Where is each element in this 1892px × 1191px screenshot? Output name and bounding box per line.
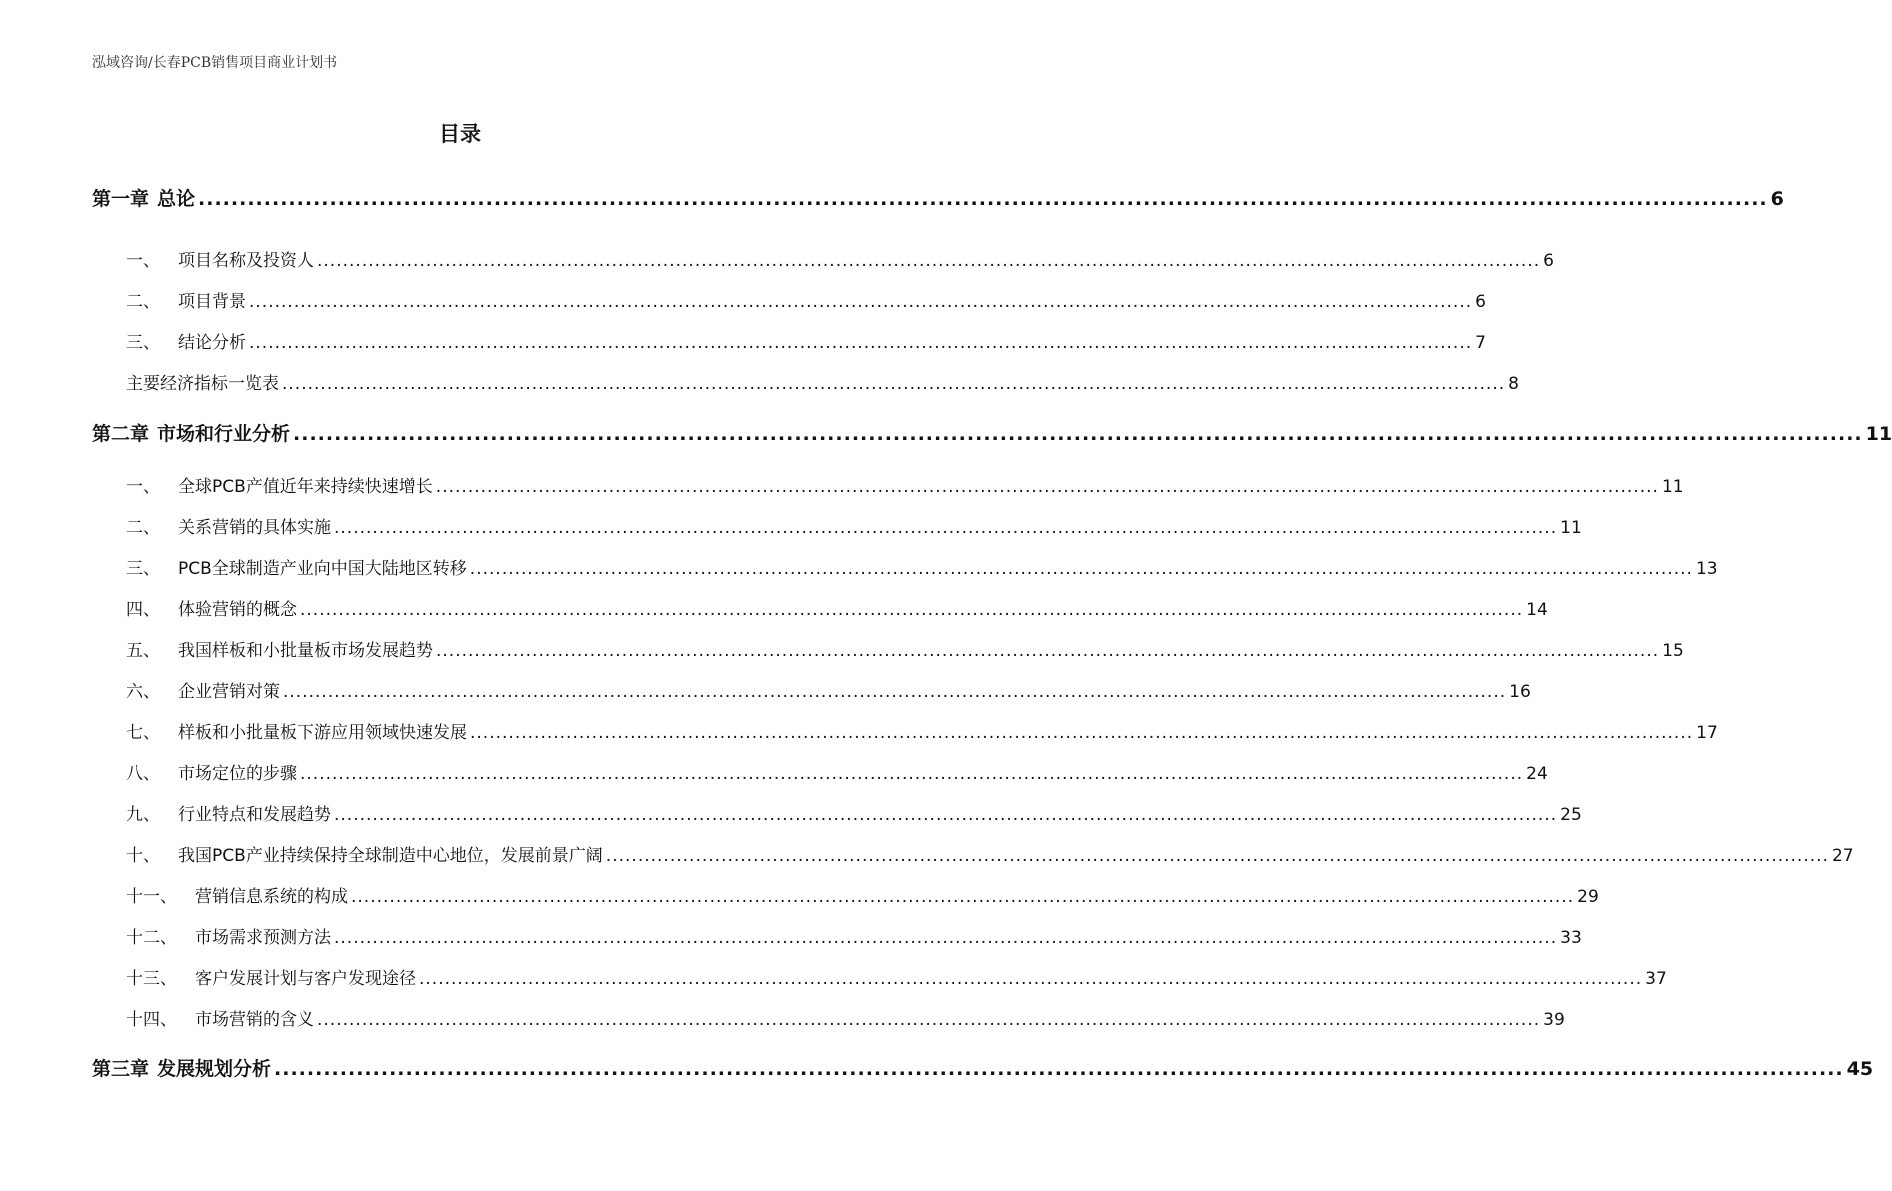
- toc-entry-number: 十二、: [126, 928, 177, 948]
- toc-entry-page: 39: [1543, 1010, 1565, 1030]
- toc-entry-page: 29: [1577, 887, 1599, 907]
- toc-entry-number: 十一、: [126, 887, 177, 907]
- toc-entry-section[interactable]: [0, 882, 1599, 907]
- toc-dot-leader: ...............................................................................................................................................................................................: [317, 251, 1541, 271]
- toc-entry-page: 6: [1475, 292, 1486, 312]
- toc-entry-title: 项目背景: [178, 292, 246, 312]
- toc-dot-leader: ...............................................................................................................................................................................................: [419, 969, 1643, 989]
- toc-dot-leader: ...............................................................................................................................................................................................: [334, 518, 1558, 538]
- toc-entry-page: 6: [1770, 188, 1784, 210]
- toc-entry-section[interactable]: [0, 554, 1718, 579]
- toc-entry-title: 行业特点和发展趋势: [178, 805, 331, 825]
- toc-entry-title: 全球PCB产值近年来持续快速增长: [178, 477, 433, 497]
- toc-entry-title: 体验营销的概念: [178, 600, 297, 620]
- toc-entry-section[interactable]: [0, 800, 1582, 825]
- toc-title: 目录: [439, 122, 481, 146]
- toc-entry-number: 九、: [126, 805, 160, 825]
- toc-entry-page: 27: [1831, 846, 1854, 866]
- header-divider: [92, 80, 828, 81]
- toc-entry-number: 十、: [126, 846, 160, 866]
- toc-entry-title: 我国样板和小批量板市场发展趋势: [178, 641, 433, 661]
- toc-dot-leader: ...............................................................................................................................................................................................: [317, 1010, 1541, 1030]
- toc-entry-page: 24: [1526, 764, 1548, 784]
- running-header: 泓域咨询/长春PCB销售项目商业计划书: [92, 55, 338, 71]
- toc-entry-title: 结论分析: [178, 333, 246, 353]
- toc-entry-title: PCB全球制造产业向中国大陆地区转移: [178, 559, 467, 579]
- toc-entry-section[interactable]: [0, 328, 1486, 353]
- toc-entry-section[interactable]: [0, 636, 1684, 661]
- toc-entry-number: 一、: [126, 477, 160, 497]
- toc-entry-page: 6: [1543, 251, 1554, 271]
- toc-dot-leader: ...............................................................................................................................................................................................: [436, 641, 1660, 661]
- toc-entry-number: 十四、: [126, 1010, 177, 1030]
- toc-dot-leader: ...............................................................................................................................................................................................: [274, 1058, 1844, 1080]
- toc-entry-page: 37: [1645, 969, 1667, 989]
- toc-entry-number: 二、: [126, 292, 160, 312]
- toc-entry-section[interactable]: [0, 964, 1667, 989]
- toc-entry-title: 客户发展计划与客户发现途径: [195, 969, 416, 989]
- toc-entry-number: 五、: [126, 641, 160, 661]
- toc-entry-section[interactable]: [0, 472, 1684, 497]
- toc-entry-page: 11: [1661, 477, 1684, 497]
- toc-entry-number: 第一章: [92, 188, 150, 210]
- toc-entry-number: 八、: [126, 764, 160, 784]
- toc-dot-leader: ...............................................................................................................................................................................................: [293, 423, 1863, 445]
- toc-entry-title: 市场定位的步骤: [178, 764, 297, 784]
- toc-entry-page: 15: [1662, 641, 1684, 661]
- toc-entry-number: 三、: [126, 333, 160, 353]
- toc-dot-leader: ...............................................................................................................................................................................................: [334, 805, 1558, 825]
- toc-entry-number: 第二章: [92, 423, 150, 445]
- toc-entry-number: 十三、: [126, 969, 177, 989]
- toc-dot-leader: ...............................................................................................................................................................................................: [198, 188, 1768, 210]
- toc-entry-page: 11: [1865, 423, 1892, 445]
- toc-dot-leader: ...............................................................................................................................................................................................: [300, 600, 1524, 620]
- toc-entry-number: 四、: [126, 600, 160, 620]
- toc-entry-page: 8: [1508, 374, 1519, 394]
- toc-entry-title: 市场和行业分析: [157, 423, 291, 445]
- toc-entry-section[interactable]: [0, 369, 1519, 394]
- toc-entry-page: 16: [1509, 682, 1531, 702]
- toc-dot-leader: ...............................................................................................................................................................................................: [334, 928, 1558, 948]
- toc-dot-leader: ...............................................................................................................................................................................................: [470, 723, 1694, 743]
- toc-entry-title: 营销信息系统的构成: [195, 887, 348, 907]
- toc-dot-leader: ...............................................................................................................................................................................................: [605, 846, 1829, 866]
- toc-entry-section[interactable]: [0, 1005, 1565, 1030]
- toc-entry-title: 关系营销的具体实施: [178, 518, 331, 538]
- toc-entry-page: 25: [1560, 805, 1582, 825]
- toc-entry-section[interactable]: [0, 718, 1718, 743]
- toc-dot-leader: ...............................................................................................................................................................................................: [469, 559, 1693, 579]
- toc-dot-leader: ...............................................................................................................................................................................................: [282, 374, 1506, 394]
- toc-entry-number: 第三章: [92, 1058, 150, 1080]
- toc-entry-title: 市场营销的含义: [195, 1010, 314, 1030]
- toc-entry-page: 45: [1846, 1058, 1874, 1080]
- toc-entry-title: 企业营销对策: [178, 682, 280, 702]
- toc-entry-section[interactable]: [0, 246, 1554, 271]
- toc-entry-section[interactable]: [0, 287, 1486, 312]
- toc-entry-chapter-1[interactable]: [0, 184, 1784, 211]
- toc-entry-number: 三、: [126, 559, 160, 579]
- toc-entry-section[interactable]: [0, 513, 1582, 538]
- toc-entry-title: 总论: [157, 188, 196, 210]
- toc-entry-title: 主要经济指标一览表: [126, 374, 279, 394]
- toc-entry-title: 发展规划分析: [157, 1058, 272, 1080]
- toc-entry-page: 13: [1695, 559, 1718, 579]
- toc-entry-section[interactable]: [0, 923, 1582, 948]
- toc-dot-leader: ...............................................................................................................................................................................................: [283, 682, 1507, 702]
- toc-entry-number: 二、: [126, 518, 160, 538]
- toc-entry-chapter-2[interactable]: [0, 419, 1892, 446]
- toc-entry-number: 一、: [126, 251, 160, 271]
- toc-entry-title: 我国PCB产业持续保持全球制造中心地位，发展前景广阔: [178, 846, 603, 866]
- toc-entry-page: 7: [1475, 333, 1486, 353]
- toc-entry-number: 六、: [126, 682, 160, 702]
- toc-entry-page: 17: [1696, 723, 1718, 743]
- toc-entry-section[interactable]: [0, 677, 1531, 702]
- toc-dot-leader: ...............................................................................................................................................................................................: [435, 477, 1659, 497]
- toc-entry-section[interactable]: [0, 841, 1854, 866]
- toc-entry-title: 样板和小批量板下游应用领域快速发展: [178, 723, 467, 743]
- toc-dot-leader: ...............................................................................................................................................................................................: [351, 887, 1575, 907]
- toc-entry-chapter-3[interactable]: [0, 1054, 1874, 1081]
- toc-entry-section[interactable]: [0, 595, 1548, 620]
- toc-entry-page: 14: [1526, 600, 1548, 620]
- toc-entry-number: 七、: [126, 723, 160, 743]
- toc-entry-title: 项目名称及投资人: [178, 251, 314, 271]
- toc-entry-section[interactable]: [0, 759, 1548, 784]
- toc-dot-leader: ...............................................................................................................................................................................................: [300, 764, 1524, 784]
- toc-dot-leader: ...............................................................................................................................................................................................: [249, 333, 1473, 353]
- toc-dot-leader: ...............................................................................................................................................................................................: [249, 292, 1473, 312]
- toc-entry-title: 市场需求预测方法: [195, 928, 331, 948]
- toc-entry-page: 33: [1560, 928, 1582, 948]
- toc-entry-page: 11: [1560, 518, 1582, 538]
